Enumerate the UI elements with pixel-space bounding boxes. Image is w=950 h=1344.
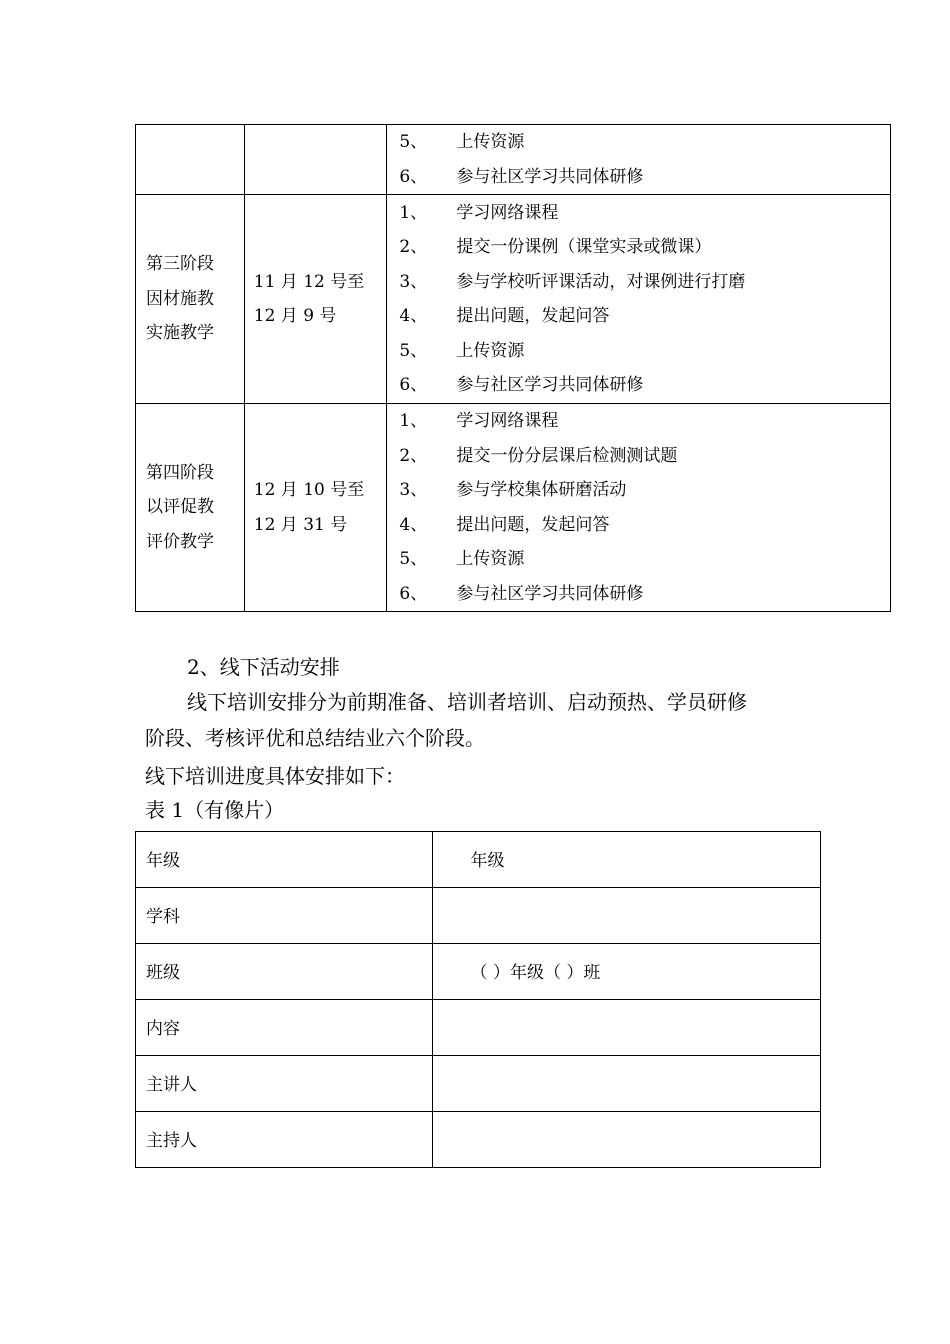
stage-cell: [136, 125, 245, 195]
task-text: 上传资源: [456, 132, 525, 152]
task-item: [399, 439, 890, 474]
form-label: 主持人: [136, 1112, 433, 1168]
task-number: 1、: [399, 411, 428, 431]
form-value[interactable]: [432, 1000, 820, 1056]
task-number: 6、: [399, 375, 428, 395]
stage-line: 实施教学: [146, 323, 214, 344]
task-item: [399, 542, 890, 577]
task-item: [399, 368, 890, 403]
task-text: 参与学校听评课活动，对课例进行打磨: [456, 271, 746, 292]
form-label: 年级: [136, 832, 433, 888]
task-text: 参与学校集体研磨活动: [456, 480, 627, 500]
paragraph-line-2: 阶段、考核评优和总结结业六个阶段。: [145, 726, 485, 750]
form-table: [135, 831, 821, 1168]
form-row: [136, 832, 821, 888]
task-text: 提出问题，发起问答: [456, 306, 610, 326]
form-label: 学科: [136, 888, 433, 944]
task-item: [399, 265, 890, 300]
form-value[interactable]: [432, 1112, 820, 1168]
form-value[interactable]: [432, 888, 820, 944]
task-number: 2、: [399, 445, 428, 466]
task-number: 5、: [399, 549, 428, 569]
stage-line: 因材施教: [146, 288, 214, 309]
form-label: 班级: [136, 944, 433, 1000]
schedule-row: [136, 125, 891, 195]
form-row: [136, 1000, 821, 1056]
task-number: 3、: [399, 271, 428, 292]
task-item: [399, 473, 890, 508]
task-text: 上传资源: [456, 549, 525, 569]
table-caption: 表 1（有像片）: [145, 798, 285, 822]
task-text: 学习网络课程: [456, 202, 559, 223]
task-number: 6、: [399, 583, 428, 604]
task-text: 参与社区学习共同体研修: [456, 375, 644, 395]
stage-cell: [136, 404, 245, 612]
stage-line: 评价教学: [146, 531, 214, 552]
dates-line: 12 月 9 号: [253, 306, 337, 326]
task-item: [399, 404, 890, 439]
dates-line: 12 月 31 号: [253, 514, 348, 535]
stage-line: 第三阶段: [146, 254, 214, 275]
form-value[interactable]: （ ）年级（ ）班: [432, 944, 820, 1000]
schedule-table: [135, 124, 891, 612]
dates-cell: [244, 125, 387, 195]
task-item: [399, 334, 890, 369]
stage-cell: [136, 195, 245, 404]
task-item: [399, 160, 890, 195]
task-number: 4、: [399, 514, 428, 535]
task-number: 3、: [399, 480, 428, 500]
form-row: [136, 1112, 821, 1168]
task-text: 上传资源: [456, 340, 525, 361]
task-number: 6、: [399, 166, 428, 187]
task-text: 参与社区学习共同体研修: [456, 166, 644, 187]
dates-line: 11 月 12 号至: [253, 271, 365, 292]
task-number: 1、: [399, 202, 428, 223]
tasks-cell: [387, 125, 891, 195]
schedule-row: [136, 404, 891, 612]
task-number: 5、: [399, 340, 428, 361]
task-text: 提交一份分层课后检测测试题: [456, 445, 678, 466]
task-text: 提出问题，发起问答: [456, 514, 610, 535]
dates-cell: [244, 404, 387, 612]
schedule-body: [136, 125, 891, 612]
tasks-cell: [387, 195, 891, 404]
form-body: [136, 832, 821, 1168]
form-value[interactable]: 年级: [432, 832, 820, 888]
form-label: 主讲人: [136, 1056, 433, 1112]
form-row: [136, 944, 821, 1000]
stage-line: 以评促教: [146, 497, 214, 518]
intro-line: 线下培训进度具体安排如下：: [145, 764, 405, 788]
task-item: [399, 125, 890, 160]
tasks-cell: [387, 404, 891, 612]
form-row: [136, 888, 821, 944]
schedule-row: [136, 195, 891, 404]
paragraph-line-1: 线下培训安排分为前期准备、培训者培训、启动预热、学员研修: [187, 690, 747, 714]
task-item: [399, 508, 890, 543]
section-heading: 2、线下活动安排: [187, 655, 340, 679]
task-number: 4、: [399, 306, 428, 326]
task-item: [399, 230, 890, 265]
task-item: [399, 299, 890, 334]
task-number: 2、: [399, 237, 428, 257]
task-text: 参与社区学习共同体研修: [456, 583, 644, 604]
task-item: [399, 196, 890, 231]
stage-line: 第四阶段: [146, 462, 214, 483]
task-text: 学习网络课程: [456, 411, 559, 431]
form-row: [136, 1056, 821, 1112]
form-label: 内容: [136, 1000, 433, 1056]
task-item: [399, 577, 890, 612]
task-text: 提交一份课例（课堂实录或微课）: [456, 237, 712, 257]
dates-cell: [244, 195, 387, 404]
dates-line: 12 月 10 号至: [253, 480, 365, 500]
task-number: 5、: [399, 132, 428, 152]
form-value[interactable]: [432, 1056, 820, 1112]
